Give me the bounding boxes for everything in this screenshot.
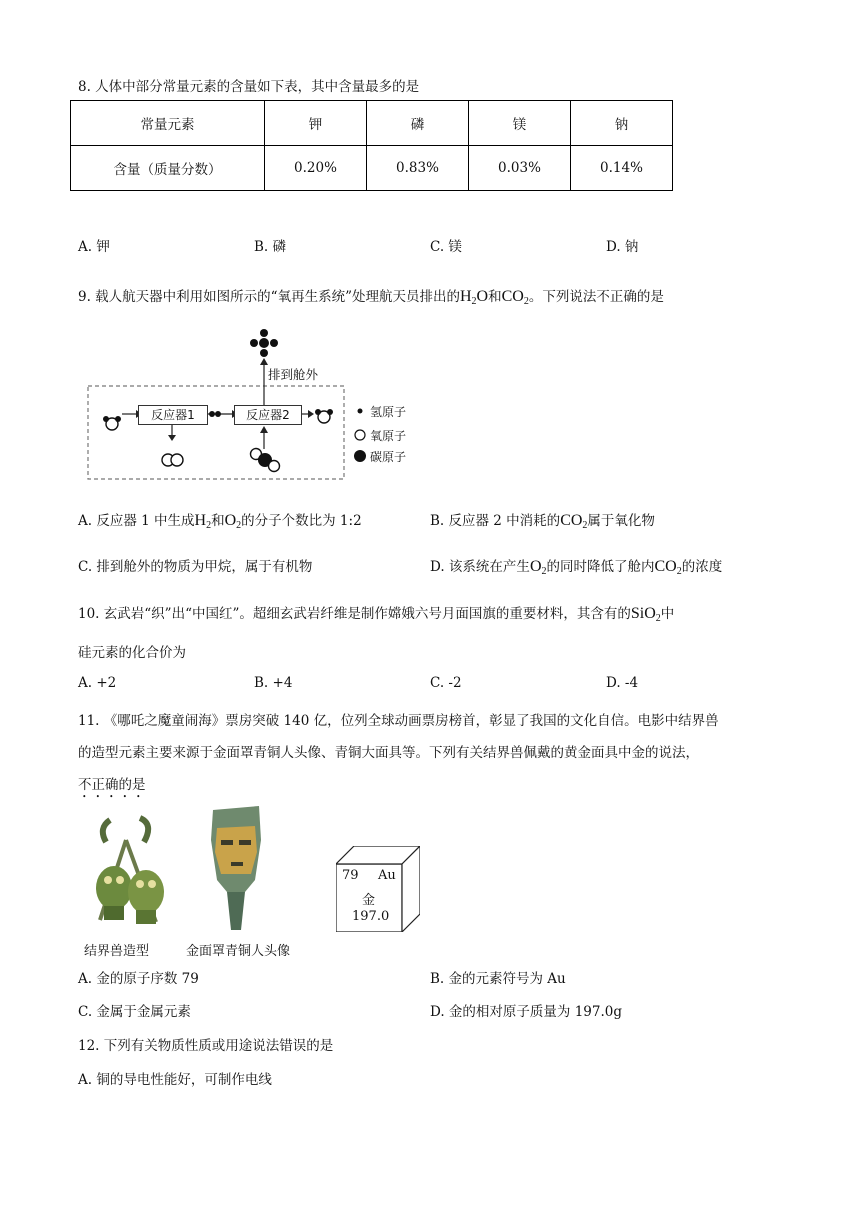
option-text: 和 — [211, 513, 225, 529]
table-header-cell: 钾 — [265, 101, 367, 146]
q8-option-a[interactable]: A. 钾 — [78, 239, 110, 255]
legend-carbon: 碳原子 — [370, 450, 407, 464]
formula-co2: $CO_2$ — [654, 558, 682, 577]
water-molecule-icon — [315, 409, 333, 423]
bronze-head-image — [205, 800, 267, 932]
q11-stem-line3: 不正确的是 — [78, 777, 146, 793]
q12-option-a[interactable]: A. 铜的导电性能好，可制作电线 — [78, 1072, 272, 1088]
q10-option-d[interactable]: D. -4 — [606, 675, 639, 691]
table-cell: 0.83% — [367, 146, 469, 191]
option-text: 属于氧化物 — [587, 513, 655, 529]
q10-stem-text: 10. 玄武岩“织”出“中国红”。超细玄武岩纤维是制作嫦娥六号月面国旗的重要材料，其含有的 — [78, 606, 631, 622]
q9-stem-and: 和 — [488, 289, 502, 305]
atomic-mass: 197.0 — [352, 909, 390, 924]
q8-option-d[interactable]: D. 钠 — [606, 239, 639, 255]
table-row — [71, 146, 673, 191]
q11-stem-line2: 的造型元素主要来源于金面罩青铜人头像、青铜大面具等。下列有关结界兽佩戴的黄金面具中金的说法， — [78, 745, 699, 761]
vent-label: 排到舱外 — [268, 367, 319, 382]
reactor-1-box: 反应器1 — [138, 405, 208, 425]
q9-stem-text: 9. 载人航天器中利用如图所示的“氧再生系统”处理航天员排出的 — [78, 289, 460, 305]
formula-co2: $CO_2$ — [501, 288, 529, 307]
caption-bronze-head: 金面罩青铜人头像 — [186, 944, 291, 959]
q10-option-a[interactable]: A. +2 — [78, 675, 117, 691]
q11-option-a[interactable]: A. 金的原子序数 79 — [78, 971, 199, 987]
q10-option-c[interactable]: C. -2 — [430, 675, 462, 691]
formula-sio2: SiO$_2$ — [630, 605, 661, 624]
q9-option-c[interactable]: C. 排到舱外的物质为甲烷，属于有机物 — [78, 559, 313, 575]
q10-stem-text: 中 — [660, 606, 675, 622]
q9-option-d[interactable] — [430, 555, 722, 577]
q10-stem — [78, 602, 674, 624]
table-header-cell: 镁 — [469, 101, 571, 146]
water-molecule-icon — [103, 416, 121, 430]
element-name: 金 — [362, 893, 376, 908]
q9-option-b[interactable] — [430, 509, 655, 531]
formula-h2: $H_2$ — [194, 512, 212, 531]
atomic-number: 79 — [342, 868, 359, 883]
oxygen-molecule-icon — [162, 454, 183, 466]
q10-stem-line2: 硅元素的化合价为 — [78, 645, 186, 661]
option-text: B. 反应器 2 中消耗的 — [430, 513, 561, 529]
q8-option-c[interactable]: C. 镁 — [430, 239, 462, 255]
oxygen-regeneration-diagram — [84, 327, 424, 482]
option-text: 的浓度 — [681, 559, 723, 575]
caption-guardian-beast: 结界兽造型 — [84, 944, 150, 959]
q12-stem: 12. 下列有关物质性质或用途说法错误的是 — [78, 1038, 334, 1054]
table-header-cell: 常量元素 — [71, 101, 265, 146]
q8-option-b[interactable]: B. 磷 — [254, 239, 287, 255]
q10-option-b[interactable]: B. +4 — [254, 675, 293, 691]
formula-h2o: $H_2O$ — [459, 288, 489, 307]
element-content-table — [70, 100, 673, 191]
gold-element-card — [336, 846, 420, 932]
q9-stem-text: 。下列说法不正确的是 — [528, 289, 664, 305]
option-text: 的同时降低了舱内 — [546, 559, 655, 575]
q11-option-d[interactable]: D. 金的相对原子质量为 197.0g — [430, 1004, 623, 1020]
guardian-beast-image — [80, 810, 172, 934]
legend-hydrogen: 氢原子 — [370, 405, 407, 419]
q8-stem: 8. 人体中部分常量元素的含量如下表，其中含量最多的是 — [78, 79, 420, 95]
table-cell: 含量（质量分数） — [71, 146, 265, 191]
formula-o2: $O_2$ — [529, 558, 547, 577]
q9-option-a[interactable] — [78, 509, 362, 531]
table-cell: 0.14% — [571, 146, 673, 191]
element-symbol: Au — [378, 868, 396, 883]
option-text: D. 该系统在产生 — [430, 559, 530, 575]
q11-stem-line1: 11. 《哪吒之魔童闹海》票房突破 140 亿，位列全球动画票房榜首，彰显了我国的文化自信。电影中结界兽 — [78, 713, 719, 729]
table-cell: 0.03% — [469, 146, 571, 191]
table-cell: 0.20% — [265, 146, 367, 191]
table-header-cell: 钠 — [571, 101, 673, 146]
formula-o2: $O_2$ — [224, 512, 242, 531]
legend-oxygen: 氧原子 — [370, 429, 407, 443]
hydrogen-molecule-icon — [209, 411, 221, 417]
option-text: A. 反应器 1 中生成 — [78, 513, 195, 529]
q11-option-b[interactable]: B. 金的元素符号为 Au — [430, 971, 566, 987]
formula-co2: $CO_2$ — [560, 512, 588, 531]
q11-option-c[interactable]: C. 金属于金属元素 — [78, 1004, 191, 1020]
carbon-dioxide-molecule-icon — [251, 449, 280, 472]
reactor-2-box: 反应器2 — [234, 405, 302, 425]
option-text: 的分子个数比为 1:2 — [241, 513, 362, 529]
methane-molecule-icon — [250, 329, 278, 357]
table-row — [71, 101, 673, 146]
q9-stem — [78, 285, 664, 307]
table-header-cell: 磷 — [367, 101, 469, 146]
